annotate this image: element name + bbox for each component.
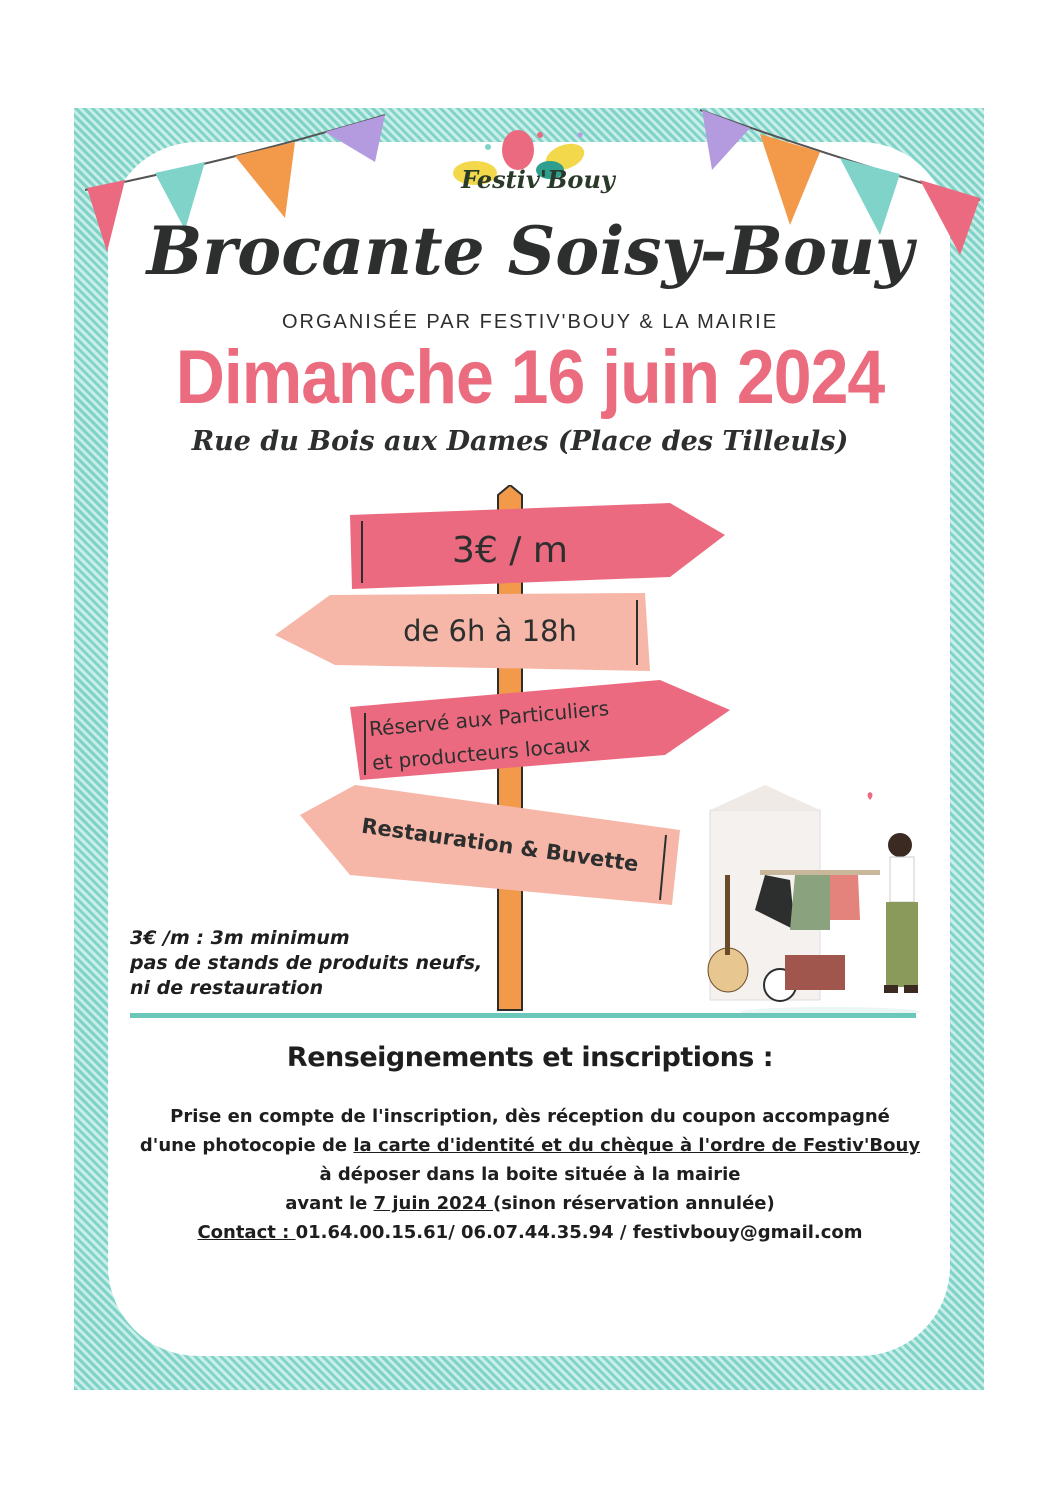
note-line-1: 3€ /m : 3m minimum	[130, 927, 350, 949]
info-line-2b: la carte d'identité et du chèque à l'ordre de Festiv'Bouy	[353, 1135, 921, 1156]
contact-label: Contact :	[197, 1222, 296, 1243]
info-line-4	[110, 1189, 950, 1218]
logo-text: Festiv'Bouy	[461, 165, 615, 194]
organiser-line: ORGANISÉE PAR FESTIV'BOUY & LA MAIRIE	[281, 311, 779, 333]
deadline-date: 7 juin 2024	[373, 1193, 493, 1214]
sign-hours: de 6h à 18h	[403, 614, 577, 648]
section-divider	[130, 1013, 916, 1018]
info-line-2	[110, 1131, 950, 1160]
info-line-4a: avant le	[285, 1193, 374, 1214]
info-line-1: Prise en compte de l'inscription, dès réception du coupon accompagné	[170, 1106, 890, 1127]
sign-reserved-line1: Réservé aux Particuliers	[368, 696, 610, 741]
contact-value[interactable]: 01.64.00.15.61/ 06.07.44.35.94 / festivbouy@gmail.com	[295, 1222, 863, 1243]
info-line-2a: d'une photocopie de	[139, 1135, 354, 1156]
flea-market-illustration	[700, 780, 940, 1020]
stand-rules-note	[130, 926, 510, 1001]
note-line-2: pas de stands de produits neufs,	[130, 952, 483, 974]
event-address: Rue du Bois aux Dames (Place des Tilleuls)	[191, 426, 849, 457]
event-date: Dimanche 16 juin 2024	[175, 334, 885, 420]
info-line-4c: (sinon réservation annulée)	[492, 1193, 775, 1214]
sign-price: 3€ / m	[452, 530, 568, 571]
sign-reserved-line2: et producteurs locaux	[371, 731, 592, 775]
page-title: Brocante Soisy-Bouy	[146, 212, 914, 290]
info-line-3: à déposer dans la boite située à la mairie	[319, 1164, 741, 1185]
note-line-3: ni de restauration	[130, 977, 324, 999]
info-heading: Renseignements et inscriptions :	[286, 1042, 774, 1073]
contact-line	[110, 1218, 950, 1247]
sign-food: Restauration & Buvette	[360, 813, 640, 877]
registration-info	[110, 1102, 950, 1247]
